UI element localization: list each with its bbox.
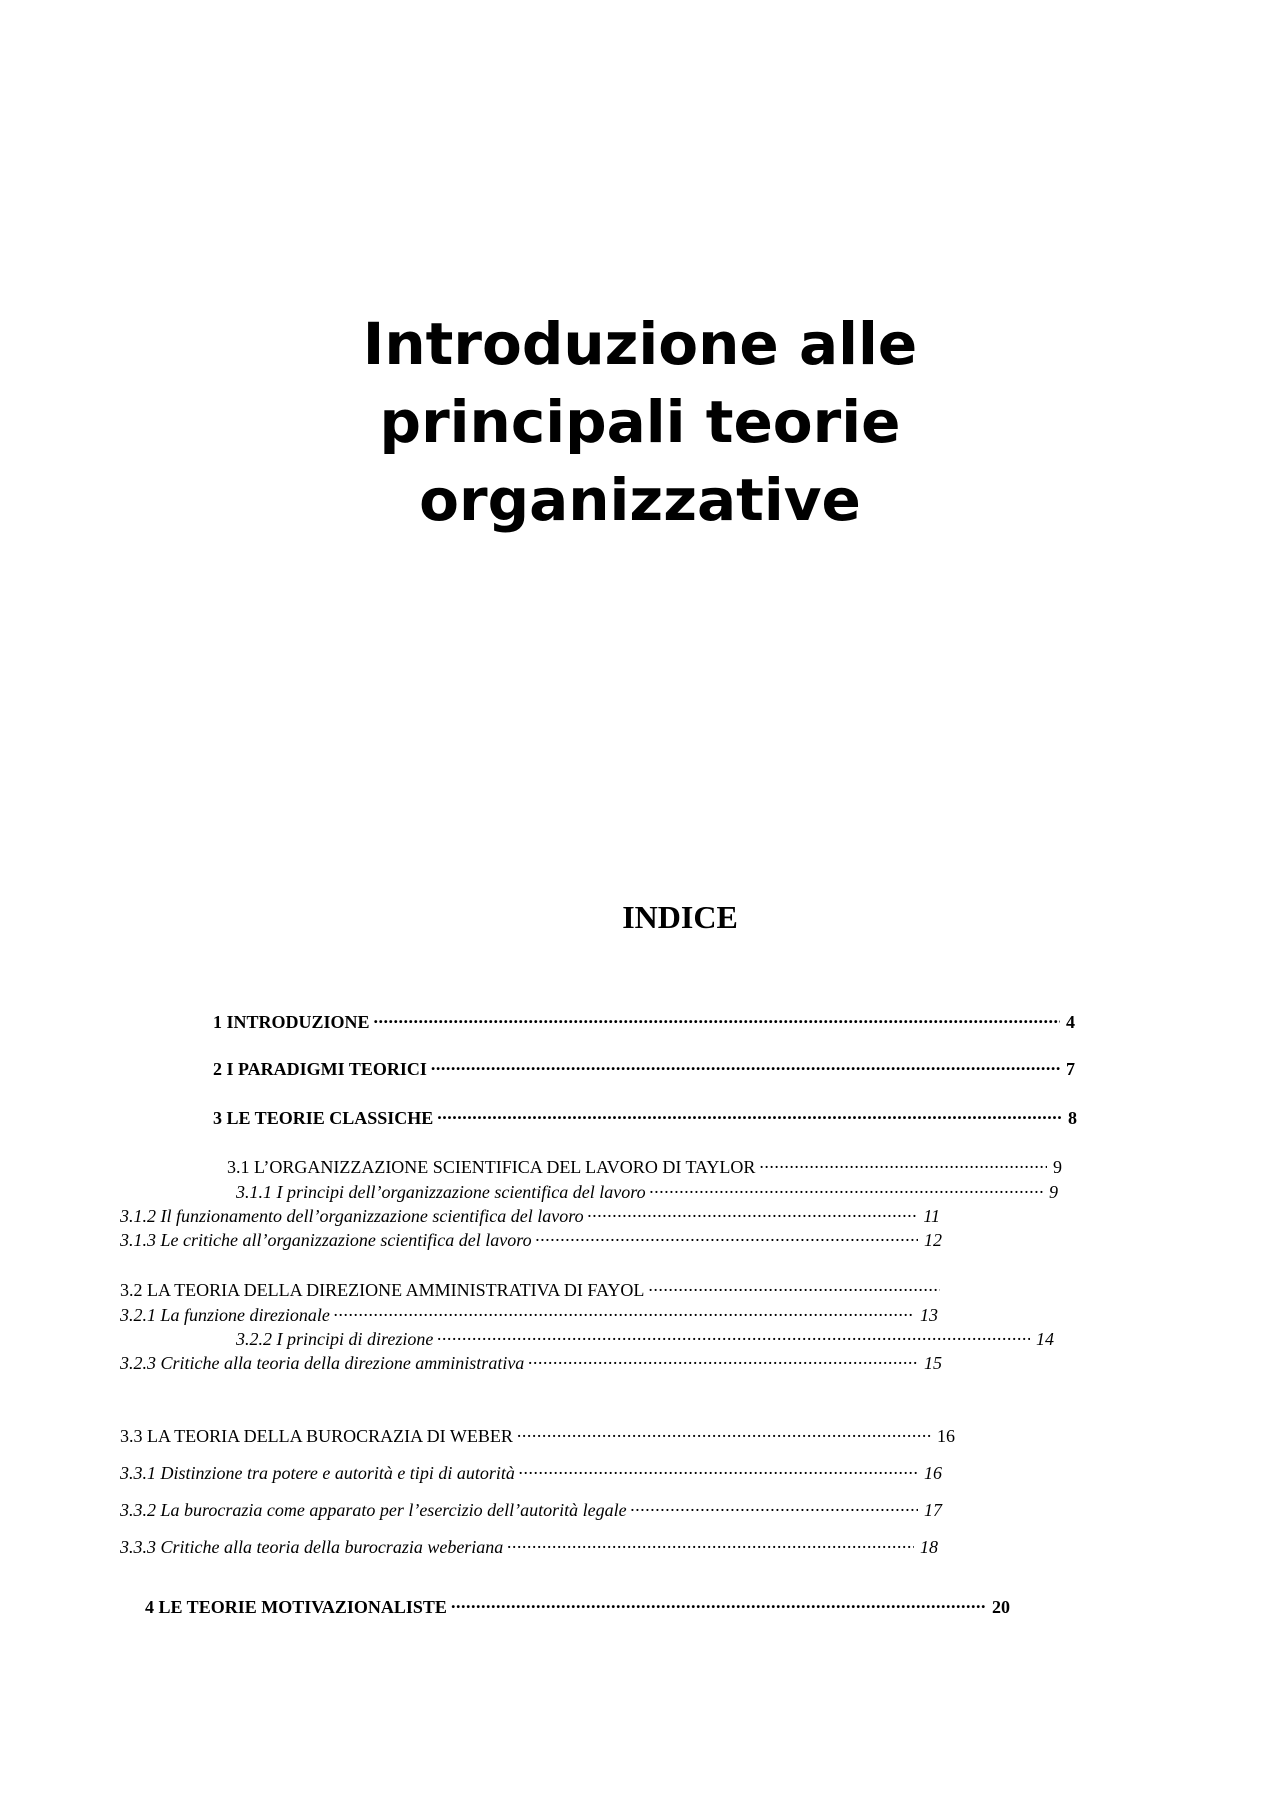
- toc-entry-3-3-2[interactable]: [120, 1494, 942, 1521]
- toc-entry-page: 7: [1066, 1059, 1075, 1079]
- toc-dot-leader: [588, 1200, 918, 1222]
- toc-entry-label: 3 LE TEORIE CLASSICHE: [213, 1108, 434, 1128]
- toc-dot-leader: [759, 1151, 1047, 1173]
- toc-entry-label: 3.1.3 Le critiche all’organizzazione scientifica del lavoro: [120, 1230, 532, 1250]
- toc-entry-label: 3.3.1 Distinzione tra potere e autorità e tipi di autorità: [120, 1463, 515, 1483]
- toc-entry-page: 20: [992, 1597, 1010, 1617]
- toc-entry-label: 3.1.1 I principi dell’organizzazione scientifica del lavoro: [236, 1182, 646, 1202]
- toc-entry-page: 8: [1068, 1108, 1077, 1128]
- toc-dot-leader: [650, 1176, 1043, 1198]
- toc-entry-1[interactable]: [213, 1006, 1075, 1033]
- toc-entry-label: 3.3 LA TEORIA DELLA BUROCRAZIA DI WEBER: [120, 1426, 513, 1446]
- toc-entry-3-1-3[interactable]: [120, 1224, 942, 1251]
- toc-dot-leader: [431, 1053, 1060, 1075]
- title-line-1: Introduzione alle: [362, 310, 918, 378]
- toc-entry-label: 3.3.3 Critiche alla teoria della burocrazia weberiana: [120, 1537, 504, 1557]
- index-heading: INDICE: [622, 899, 738, 935]
- toc-entry-3-1[interactable]: [227, 1151, 1062, 1178]
- toc-entry-label: 4 LE TEORIE MOTIVAZIONALISTE: [145, 1597, 447, 1617]
- toc-entry-label: 2 I PARADIGMI TEORICI: [213, 1059, 427, 1079]
- toc-entry-page: 9: [1049, 1182, 1058, 1202]
- title-line-2: principali teorie: [379, 388, 901, 456]
- toc-entry-2[interactable]: [213, 1053, 1075, 1080]
- toc-entry-page: 13: [920, 1305, 938, 1325]
- toc-entry-3-1-2[interactable]: [120, 1200, 940, 1227]
- toc-dot-leader: [374, 1006, 1060, 1028]
- toc-dot-leader: [334, 1299, 914, 1321]
- toc-entry-4[interactable]: [145, 1591, 1010, 1618]
- toc-entry-label: 3.1 L’ORGANIZZAZIONE SCIENTIFICA DEL LAVORO DI TAYLOR: [227, 1157, 756, 1177]
- toc-dot-leader: [517, 1420, 931, 1442]
- toc-entry-page: 17: [924, 1500, 942, 1520]
- toc-entry-label: 3.1.2 Il funzionamento dell’organizzazione scientifica del lavoro: [120, 1206, 584, 1226]
- toc-entry-label: 3.3.2 La burocrazia come apparato per l’esercizio dell’autorità legale: [120, 1500, 627, 1520]
- toc-entry-3-3-3[interactable]: [120, 1531, 938, 1558]
- toc-entry-page: 9: [1053, 1157, 1062, 1177]
- toc-entry-page: 4: [1066, 1012, 1075, 1032]
- toc-entry-page: 12: [924, 1230, 942, 1250]
- toc-entry-3[interactable]: [213, 1102, 1077, 1129]
- toc-entry-3-2-1[interactable]: [120, 1299, 938, 1326]
- title-line-3: organizzative: [419, 466, 861, 534]
- toc-dot-leader: [519, 1457, 918, 1479]
- toc-entry-label: 1 INTRODUZIONE: [213, 1012, 370, 1032]
- toc-dot-leader: [437, 1323, 1030, 1345]
- toc-dot-leader: [528, 1347, 918, 1369]
- toc-entry-page: 18: [920, 1537, 938, 1557]
- toc-entry-page: 11: [923, 1206, 940, 1226]
- toc-entry-3-2-3[interactable]: [120, 1347, 942, 1374]
- toc-dot-leader: [507, 1531, 914, 1553]
- toc-dot-leader: [451, 1591, 986, 1613]
- toc-entry-page: 16: [937, 1426, 955, 1446]
- toc-entry-page: 16: [924, 1463, 942, 1483]
- document-title: [0, 305, 1280, 539]
- toc-entry-3-1-1[interactable]: [236, 1176, 1058, 1203]
- toc-dot-leader: [536, 1224, 918, 1246]
- toc-entry-label: 3.2.1 La funzione direzionale: [120, 1305, 330, 1325]
- toc-dot-leader: [631, 1494, 918, 1516]
- toc-entry-label: 3.2 LA TEORIA DELLA DIREZIONE AMMINISTRATIVA DI FAYOL: [120, 1280, 645, 1300]
- toc-entry-label: 3.2.3 Critiche alla teoria della direzione amministrativa: [120, 1353, 525, 1373]
- toc-dot-leader: [437, 1102, 1062, 1124]
- toc-entry-page: 15: [924, 1353, 942, 1373]
- toc-entry-3-3[interactable]: [120, 1420, 955, 1447]
- toc-entry-3-3-1[interactable]: [120, 1457, 942, 1484]
- toc-entry-3-2-2[interactable]: [236, 1323, 1054, 1350]
- toc-entry-page: 14: [1036, 1329, 1054, 1349]
- toc-entry-3-2[interactable]: [120, 1274, 946, 1301]
- toc-dot-leader: [648, 1274, 940, 1296]
- toc-entry-label: 3.2.2 I principi di direzione: [236, 1329, 434, 1349]
